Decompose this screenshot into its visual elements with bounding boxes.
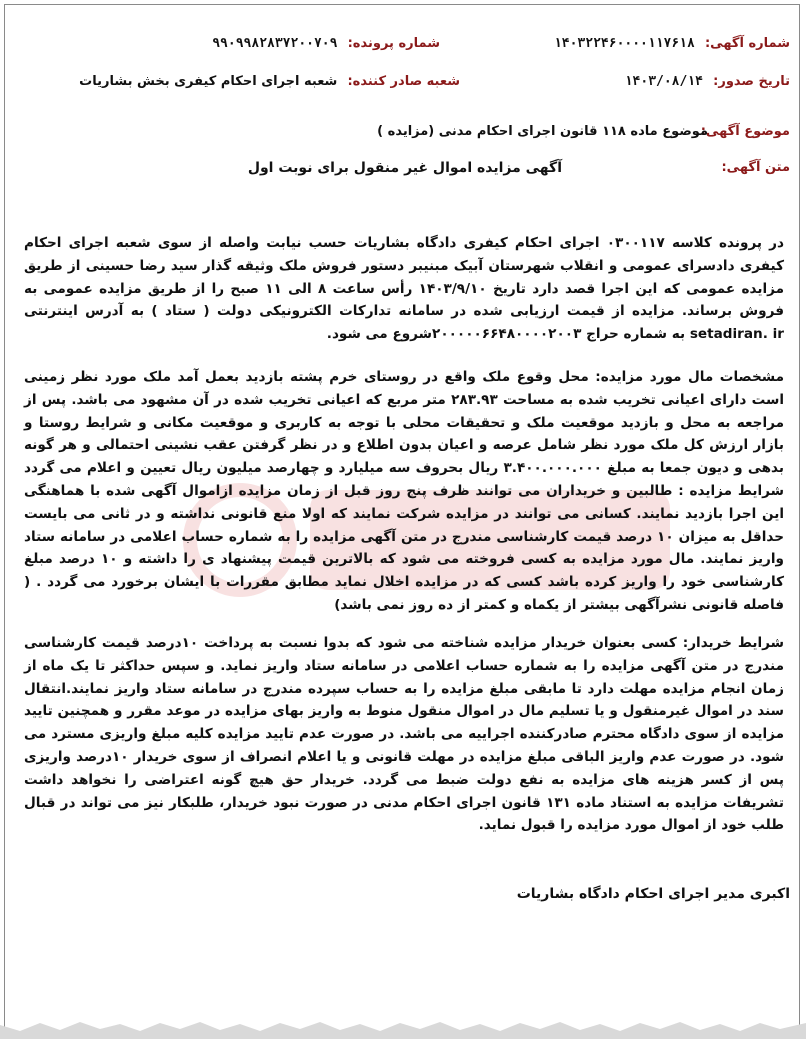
subject-value: موضوع ماده ۱۱۸ قانون اجرای احکام مدنی (مزایده ) — [377, 124, 708, 139]
torn-edge — [0, 1017, 806, 1039]
paragraph-intro: در پرونده کلاسه ۰۳۰۰۱۱۷ اجرای احکام کیفری دادگاه بشاریات حسب نیابت واصله از سوی شعبه اجرای احکام کیفری دادسرای عمومی و انقلاب شهرستان آبیک مبنیبر دستور فروش ملک وثیقه گذار سید رضا حسینی از طریق مزایده عمومی که این اجرا قصد دارد تاریخ ۱۴۰۳/۹/۱۰ رأس ساعت ۸ الی ۱۱ صبح را از طریق مزایده عمومی به فروش برساند. مزایده از قیمت ارزیابی شده در سامانه تدارکات الکترونیکی دولت ( ستاد ) به آدرس اینترنتی setadiran. ir به شماره حراج ۲۰۰۰۰۰۶۶۴۸۰۰۰۰۲۰۰۳شروع می شود. — [24, 235, 785, 343]
issue-date-label: تاریخ صدور: — [713, 74, 790, 89]
notice-number-label: شماره آگهی: — [704, 36, 790, 51]
issuer — [79, 74, 460, 89]
body-title-value: آگهی مزایده اموال غیر منقول برای نوبت اول — [247, 160, 562, 176]
paragraph-buyer-conditions: شرایط خریدار: کسی بعنوان خریدار مزایده شناخته می شود که بدوا نسبت به پرداخت ۱۰درصد قیمت کارشناسی مندرج در متن آگهی مزایده را به شماره حساب اعلامی در سامانه ستاد واریز نماید. و سپس حداکثر تا یک ماه از زمان انجام مزایده مهلت دارد تا مابقی مبلغ مزایده را به حساب سپرده مندرج در سامانه ستاد واریز نمایند.انتقال سند در اموال غیرمنقول و یا تسلیم مال در اموال منقول منوط به واریز بهای مزایده در موعد مقرر و همچنین تایید مزایده از سوی دادگاه محترم صادرکننده اجراییه می باشد. در صورت عدم تایید مزایده کلیه مبلغ واریزی مسترد می شود. در صورت عدم واریز الباقی مبلغ مزایده در مهلت قانونی و یا اعلام انصراف از سوی خریدار ۱۰درصد واریزی پس از کسر هزینه های مزایده به نفع دولت ضبط می گردد. خریدار حق هیچ گونه اعتراضی را نخواهد داشت تشریفات مزایده به استناد ماده ۱۳۱ قانون اجرای احکام مدنی در صورت نبود خریدار، طلبکار نیز می تواند در قبال طلب خود از اموال مورد مزایده را قبول نماید. — [24, 635, 784, 834]
notice-number — [554, 36, 790, 51]
signature: اکبری مدیر اجرای احکام دادگاه بشاریات — [516, 886, 790, 902]
issue-date-value: ۱۴۰۳/۰۸/۱۴ — [624, 74, 703, 89]
subject-label: موضوع آگهی: — [700, 124, 790, 139]
body-title-label: متن آگهی: — [721, 160, 790, 175]
issuer-label: شعبه صادر کننده: — [347, 74, 460, 89]
issue-date — [625, 74, 790, 89]
case-number-value: ۹۹۰۹۹۸۲۸۳۷۲۰۰۷۰۹ — [212, 36, 338, 51]
notice-number-value: ۱۴۰۳۲۲۴۶۰۰۰۰۱۱۷۶۱۸ — [553, 36, 695, 51]
case-number-label: شماره پرونده: — [347, 36, 440, 51]
issuer-value: شعبه اجرای احکام کیفری بخش بشاریات — [79, 74, 338, 89]
paragraph-specs: مشخصات مال مورد مزایده: محل وقوع ملک واقع در روستای خرم پشته بازدید بعمل آمد ملک مورد نظر زمینی است دارای اعیانی تخریب شده به مساحت ۲۸۳.۹۳ متر مربع که اعیانی تخریب شده در آن مشهود می باشد. پس از مراجعه به محل و بازدید موقعیت ملک و تحقیقات محلی با توجه به کاربری و موقعیت مکانی و شرایط روستا و بازار ارزش کل ملک مورد نظر شامل عرصه و اعیان بدون اطلاع و در نظر گرفتن عقب نشینی احتمالی و هر گونه بدهی و دیون جمعا به مبلغ ۳.۴۰۰.۰۰۰.۰۰۰ ریال بحروف سه میلیارد و چهارصد میلیون ریال تعیین و اعلام می گردد شرایط مزایده : طالبین و خریداران می توانند ظرف پنج روز قبل از زمان مزایده ازاموال آگهی شده با هماهنگی این اجرا بازدید نمایند. کسانی می توانند در مزایده شرکت نمایند که اولا منع قانونی نداشته و در ثانی می بایست حداقل به میزان ۱۰ درصد قیمت کارشناسی مندرج در متن آگهی مزایده را به شماره حساب اعلامی در سامانه ستاد واریز نمایند. مال مورد مزایده به کسی فروخته می شود که بالاترین قیمت پیشنهاد ی را داشته و ۱۰ درصد مبلغ کارشناسی خود را واریز کرده باشد کسی که در مزایده اخلال نماید مطابق مقررات با ایشان برخورد می گردد . ( فاصله قانونی نشرآگهی بیشتر از یکماه و کمتر از ده روز نمی باشد) — [24, 369, 784, 613]
case-number — [212, 36, 440, 51]
